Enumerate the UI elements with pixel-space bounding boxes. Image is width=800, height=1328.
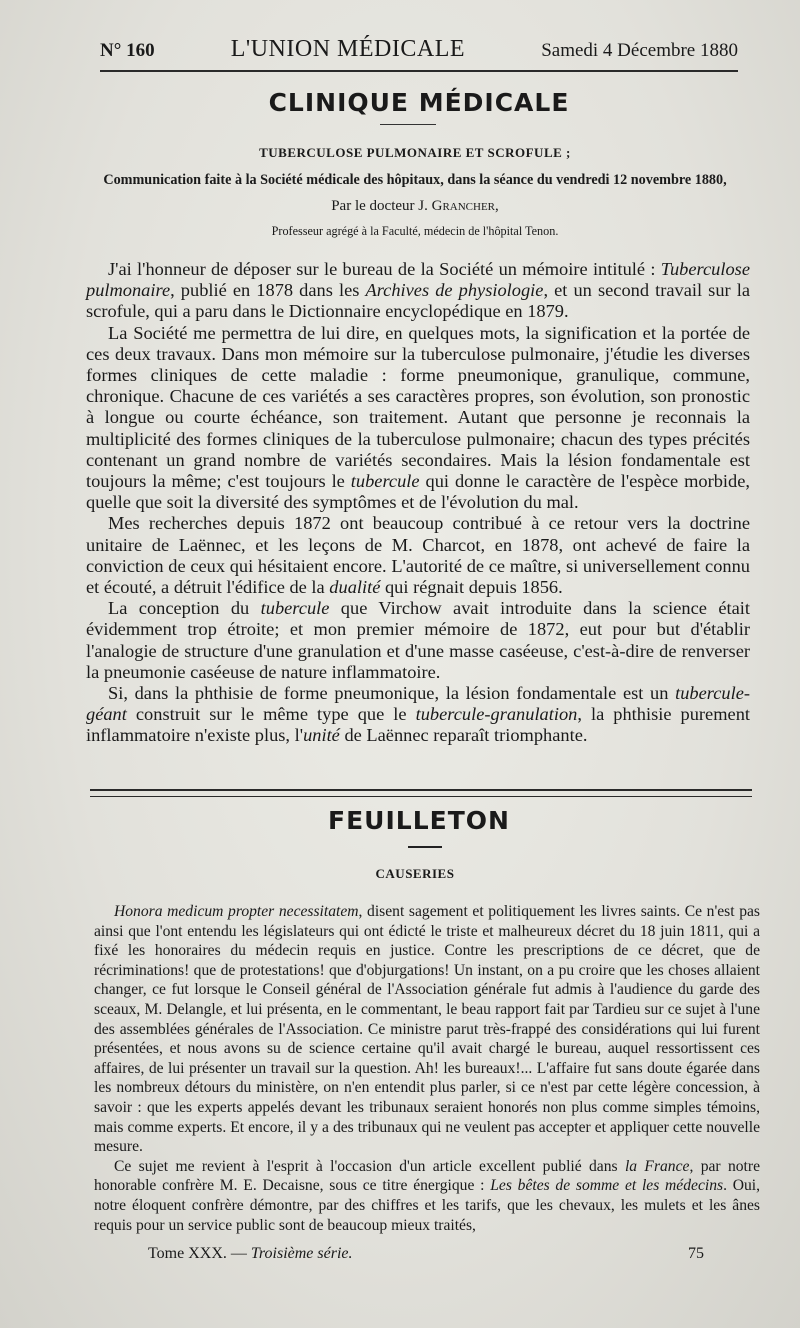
text-run: , publié en 1878 dans les [170,280,366,301]
page-number: 75 [688,1245,704,1262]
italic-run: tubercule [260,598,330,619]
text-run: qui régnait depuis 1856. [380,577,563,598]
text-run: La conception du [108,598,261,619]
italic-run: tubercule [350,471,420,492]
title-rule [380,124,436,125]
italic-run: Honora medicum propter necessitatem [114,903,359,920]
paragraph [86,513,750,598]
issue-date: Samedi 4 Décembre 1880 [541,40,738,61]
feuilleton-subtitle: CAUSERIES [375,866,455,881]
text-run: , disent sagement et politiquement les livres saints. Ce n'est pas ainsi que l'ont entendu les législateurs qui ont édicté le triste et malheureux décret du 18 juin 1811, qui a fixé les honoraires du médecin requis en justice. Contre les prescriptions de ce décret, que de récriminations! que de protestations! que d'objurgations! Un instant, on a pu croire que les choses allaient changer, ce fut lorsque le Conseil général de l'Association générale fut admis à l'audience du garde des sceaux, M. Delangle, et lui présenta, en le commentant, le beau rapport fait par Tardieu sur ce sujet à l'une des assemblées générales de l'Association. Ce ministre parut très-frappé des considérations qui lui furent présentées, et nous avons su de science certaine qu'il avait chargé le bureau, auquel ressortissent ces affaires, de lui présenter un travail sur la question. Ah! les bureaux!... L'affaire fut sans doute égarée dans les nombreux détours du ministère, on n'en entendit plus parler, si ce n'est par cette légère concession, à savoir : que les experts appelés devant les tribunaux seraient honorés non plus comme simples témoins, mais comme experts. Et encore, il y a des tribunaux qui ne veulent pas accepter et appliquer cette nouvelle mesure. [94,903,760,1156]
issue-number: N° 160 [100,40,155,61]
paragraph [86,598,750,683]
section-title-clinique: CLINIQUE MÉDICALE [268,88,570,117]
text-run: Mes recherches depuis 1872 ont beaucoup contribué à ce retour vers la doctrine unitaire de Laënnec, et les leçons de M. Charcot, en 1878, ont achevé de faire la conviction de ceux qui hésitaient encore. L'autorité de ce maître, si universellement connu et écouté, a détruit l'édifice de la [86,513,750,598]
italic-run: tubercule-géant [86,683,750,725]
author-title: Professeur agrégé à la Faculté, médecin de l'hôpital Tenon. [271,224,559,238]
paragraph [86,683,750,747]
italic-run: Les bêtes de somme et les médecins [490,1177,724,1195]
author-prefix: Par le docteur J. [331,198,432,214]
italic-run: dualité [329,577,381,598]
text-run: qui donne le caractère de l'espèce morbide, quelle que soit la diversité des symptômes et de l'évolution du mal. [86,471,750,513]
text-run: que Virchow avait introduite dans la science était évidemment trop étroite; et mon premier mémoire de 1872, eut pour but d'établir l'analogie de structure d'une granulation et d'une masse caséeuse, c'est-à-dire de renverser la pneumonie caséeuse de nature inflammatoire. [86,598,750,682]
journal-title: L'UNION MÉDICALE [230,36,466,62]
volume-series: Troisième série. [250,1245,353,1262]
section-divider [90,789,752,797]
page-header [100,36,738,72]
volume-prefix: Tome XXX. — [148,1245,251,1262]
section-title-feuilleton: FEUILLETON [328,806,510,835]
italic-run: Archives de physiologie [365,280,544,301]
author-name: Grancher [431,198,496,214]
clinique-body [86,259,750,747]
text-run: de Laënnec reparaît triomphante. [339,725,588,746]
page-footer [148,1245,704,1263]
text-run: construit sur le même type que le [126,704,416,725]
italic-run: Tuberculose pulmonaire [86,259,750,301]
volume-info [148,1245,353,1263]
paragraph [94,1157,760,1235]
author-suffix: , [495,198,499,214]
text-run: , par notre honorable confrère M. E. Decaisne, sous ce titre énergique : [94,1157,760,1195]
italic-run: la France [624,1157,690,1175]
text-run: . Oui, notre éloquent confrère démontre, par des chiffres et les tarifs, que les chevaux, les mulets et les ânes requis pour un service public sont de beaucoup mieux traités, [94,1177,760,1234]
feuilleton-body [94,902,760,1235]
dash-ornament [408,846,442,848]
author-line [80,198,750,215]
italic-run: tubercule-granulation [415,704,578,725]
text-run: J'ai l'honneur de déposer sur le bureau de la Société un mémoire intitulé : [108,259,661,279]
communication-line: Communication faite à la Société médicale des hôpitaux, dans la séance du vendredi 12 novembre 1880, [103,172,727,188]
text-run: Si, dans la phthisie de forme pneumonique, la lésion fondamentale est un [108,683,676,704]
text-run: , la phthisie purement inflammatoire n'existe plus, l' [86,704,750,746]
article-title: TUBERCULOSE PULMONAIRE ET SCROFULE ; [259,145,571,160]
text-run: Ce sujet me revient à l'esprit à l'occasion d'un article excellent publié dans [114,1157,625,1175]
text-run: La Société me permettra de lui dire, en quelques mots, la signification et la portée de ces deux travaux. Dans mon mémoire sur la tuberculose pulmonaire, j'étudie les diverses formes cliniques de cette maladie : forme pneumonique, granulique, commune, chronique. Chacune de ces variétés a ses caractères propres, son évolution, son pronostic à longue ou courte échéance, son traitement. Autant que personne je reconnais la multiplicité des formes cliniques de la tuberculose pulmonaire; chacun des types précités contenant un grand nombre de variétés secondaires. Mais la lésion fondamentale est toujours la même; c'est toujours le [86,322,750,492]
italic-run: unité [303,725,340,746]
paragraph [86,323,750,514]
text-run: , et un second travail sur la scrofule, qui a paru dans le Dictionnaire encyclopédique en 1879. [86,280,751,322]
paragraph [86,259,750,323]
paragraph [94,902,760,1157]
